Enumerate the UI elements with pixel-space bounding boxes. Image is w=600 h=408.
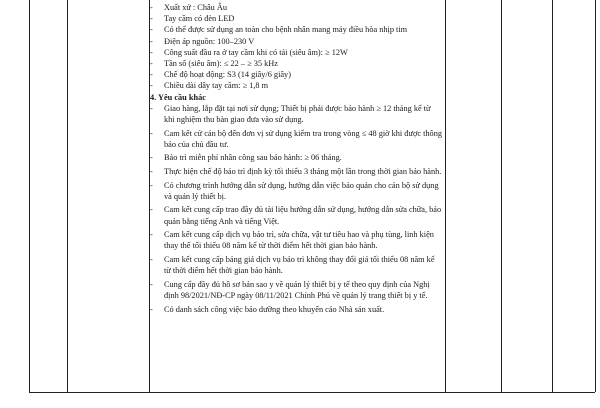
spec-item: - Có thể được sử dụng an toàn cho bệnh nhân mang máy điều hòa nhịp tim: [150, 25, 408, 35]
requirement-item: - Cam kết cung cấp dịch vụ bảo trì, sửa chữa, vật tư tiêu hao và phụ tùng, linh kiện thay thế tối thiểu 08 năm kể từ thời điểm hết thời gian bảo hành.: [150, 230, 434, 251]
column-divider: [67, 0, 68, 392]
spec-item: - Chiều dài dây tay cầm: ≥ 1,8 m: [150, 81, 269, 91]
table-border-right: [595, 0, 596, 392]
table-border-left: [29, 0, 30, 392]
table-bottom-border: [29, 392, 595, 393]
requirement-item: - Cam kết cử cán bộ đến đơn vị sử dụng kiểm tra trong vòng ≤ 48 giờ khi được thông báo của chủ đầu tư.: [150, 128, 442, 149]
requirement-item: - Bảo trì miễn phí nhân công sau bảo hành: ≥ 06 tháng.: [150, 153, 342, 163]
requirement-item: - Cam kết cung cấp trao đầy đủ tài liệu hướng dẫn sử dụng, hướng dẫn sửa chữa, bảo quản bằng tiếng Anh và tiếng Việt.: [150, 205, 442, 226]
column-divider: [552, 0, 553, 392]
spec-item: - Điện áp nguồn: 100–230 V: [150, 36, 255, 46]
specification-cell: [150, 2, 442, 315]
spec-item: - Công suất đầu ra ở tay cầm khi có tải (siêu âm): ≥ 12W: [150, 47, 348, 57]
requirement-item: - Giao hàng, lắp đặt tại nơi sử dụng; Thiết bị phải được bảo hành ≥ 12 tháng kể từ khi nghiệm thu bàn giao đưa vào sử dụng.: [150, 103, 431, 125]
requirement-item: - Cam kết cung cấp bảng giá dịch vụ bảo trì không thay đổi giá tối thiểu 08 năm kể từ thời điểm hết thời gian bảo hành.: [150, 255, 435, 276]
requirement-item: - Có danh sách công việc bảo dưỡng theo khuyến cáo Nhà sản xuất.: [150, 304, 385, 314]
spec-item: - Xuất xứ : Châu Âu: [150, 3, 228, 12]
requirement-item: - Có chương trình hướng dẫn sử dụng, hướng dẫn việc bảo quản cho cán bộ sử dụng và quản lý thiết bị.: [150, 180, 439, 201]
requirement-item: - Thực hiện chế độ bảo trì định kỳ tối thiểu 3 tháng một lần trong thời gian bảo hành.: [150, 167, 442, 177]
spec-item: - Tần số (siêu âm): ≤ 22 – ≥ 35 kHz: [150, 59, 278, 69]
spec-item: - Chế độ hoạt động: S3 (14 giây/6 giây): [150, 70, 291, 80]
column-divider: [445, 0, 446, 392]
section-heading: 4. Yêu cầu khác: [150, 92, 206, 102]
spec-item: - Tay cầm có đèn LED: [150, 14, 235, 24]
requirement-item: - Cung cấp đầy đủ hồ sơ bản sao y về quản lý thiết bị y tế theo quy định của Nghị định 98/2021/NĐ-CP ngày 08/11/2021 Chính Phủ về quản lý trang thiết bị y tế.: [150, 279, 430, 300]
column-divider: [501, 0, 502, 392]
